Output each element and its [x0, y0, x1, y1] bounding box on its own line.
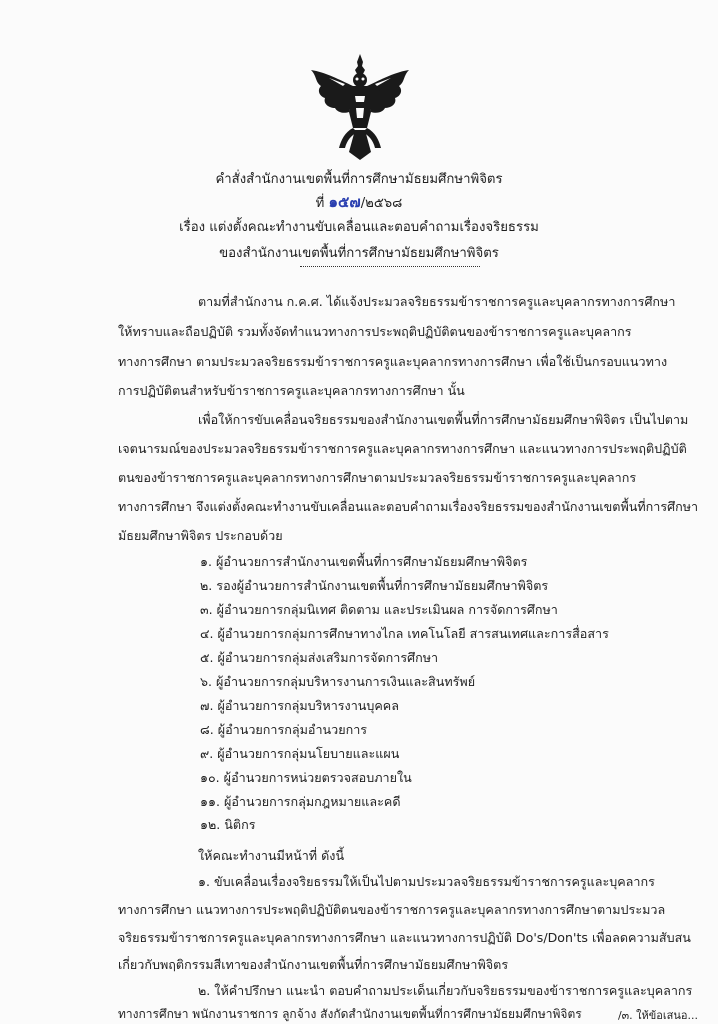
garuda-emblem-icon	[305, 52, 415, 162]
member-name: ๑๐. ผู้อำนวยการหน่วยตรวจสอบภายใน	[200, 770, 412, 785]
paragraph-2-line: เจตนารมณ์ของประมวลจริยธรรมข้าราชการครูและบุคลากรทางการศึกษา และแนวทางการประพฤติปฏิบัติ	[118, 441, 687, 456]
paragraph-1-line: ตามที่สำนักงาน ก.ค.ศ. ได้แจ้งประมวลจริยธรรมข้าราชการครูและบุคลากรทางการศึกษา	[198, 294, 676, 309]
duties-intro: ให้คณะทำงานมีหน้าที่ ดังนี้	[198, 848, 345, 863]
paragraph-2-line: ทางการศึกษา จึงแต่งตั้งคณะทำงานขับเคลื่อนและตอบคำถามเรื่องจริยธรรมของสำนักงานเขตพื้นที่การศึกษา	[118, 499, 699, 514]
order-subject-line1: เรื่อง แต่งตั้งคณะทำงานขับเคลื่อนและตอบคำถามเรื่องจริยธรรม	[179, 220, 539, 235]
paragraph-2-line: ตนของข้าราชการครูและบุคลากรทางการศึกษาตามประมวลจริยธรรมข้าราชการครูและบุคลากร	[118, 470, 637, 485]
paragraph-2-line: มัธยมศึกษาพิจิตร ประกอบด้วย	[118, 528, 283, 543]
member-name: ๕. ผู้อำนวยการกลุ่มส่งเสริมการจัดการศึกษา	[200, 650, 439, 665]
order-number-suffix: /๒๕๖๘	[360, 196, 403, 211]
duty-1-line: เกี่ยวกับพฤติกรรมสีเทาของสำนักงานเขตพื้นที่การศึกษามัธยมศึกษาพิจิตร	[118, 957, 509, 972]
member-name: ๒. รองผู้อำนวยการสำนักงานเขตพื้นที่การศึกษามัธยมศึกษาพิจิตร	[200, 578, 549, 593]
member-name: ๑. ผู้อำนวยการสำนักงานเขตพื้นที่การศึกษามัธยมศึกษาพิจิตร	[200, 554, 528, 569]
member-name: ๑๒. นิติกร	[200, 817, 256, 832]
order-number-value: ๑๕๗	[328, 193, 361, 211]
order-heading: คำสั่งสำนักงานเขตพื้นที่การศึกษามัธยมศึกษาพิจิตร	[215, 172, 503, 187]
duty-1-line: จริยธรรมข้าราชการครูและบุคลากรทางการศึกษา และแนวทางการปฏิบัติ Do's/Don'ts เพื่อลดความสับสน	[118, 930, 691, 945]
paragraph-1-line: ทางการศึกษา ตามประมวลจริยธรรมข้าราชการครูและบุคลากรทางการศึกษา เพื่อใช้เป็นกรอบแนวทาง	[118, 354, 668, 369]
member-name: ๑๑. ผู้อำนวยการกลุ่มกฎหมายและคดี	[200, 794, 401, 809]
member-name: ๙. ผู้อำนวยการกลุ่มนโยบายและแผน	[200, 746, 400, 761]
member-name: ๔. ผู้อำนวยการกลุ่มการศึกษาทางไกล เทคโนโลยี สารสนเทศและการสื่อสาร	[200, 626, 609, 641]
page-continuation: /๓. ให้ข้อเสนอ...	[617, 1009, 698, 1022]
member-name: ๘. ผู้อำนวยการกลุ่มอำนวยการ	[200, 722, 368, 737]
order-number-prefix: ที่	[315, 196, 325, 211]
duty-2-line: ทางการศึกษา พนักงานราชการ ลูกจ้าง สังกัดสำนักงานเขตพื้นที่การศึกษามัธยมศึกษาพิจิตร	[118, 1007, 582, 1021]
paragraph-2-line: เพื่อให้การขับเคลื่อนจริยธรรมของสำนักงานเขตพื้นที่การศึกษามัธยมศึกษาพิจิตร เป็นไปตาม	[198, 412, 689, 427]
member-name: ๗. ผู้อำนวยการกลุ่มบริหารงานบุคคล	[200, 698, 399, 713]
paragraph-1-line: การปฏิบัติตนสำหรับข้าราชการครูและบุคลากรทางการศึกษา นั้น	[118, 383, 465, 398]
paragraph-1-line: ให้ทราบและถือปฏิบัติ รวมทั้งจัดทำแนวทางการประพฤติปฏิบัติตนของข้าราชการครูและบุคลากร	[118, 324, 632, 339]
order-number	[0, 190, 718, 214]
duty-2-line: ๒. ให้คำปรึกษา แนะนำ ตอบคำถามประเด็นเกี่ยวกับจริยธรรมของข้าราชการครูและบุคลากร	[198, 983, 693, 998]
divider-dotted	[300, 266, 480, 267]
member-name: ๓. ผู้อำนวยการกลุ่มนิเทศ ติดตาม และประเมินผล การจัดการศึกษา	[200, 602, 558, 617]
duty-1-line: ๑. ขับเคลื่อนเรื่องจริยธรรมให้เป็นไปตามประมวลจริยธรรมข้าราชการครูและบุคลากร	[198, 874, 655, 889]
duty-1-line: ทางการศึกษา แนวทางการประพฤติปฏิบัติตนของข้าราชการครูและบุคลากรทางการศึกษาตามประมวล	[118, 902, 666, 917]
member-name: ๖. ผู้อำนวยการกลุ่มบริหารงานการเงินและสินทรัพย์	[200, 674, 476, 689]
order-subject-line2: ของสำนักงานเขตพื้นที่การศึกษามัธยมศึกษาพิจิตร	[219, 246, 499, 261]
